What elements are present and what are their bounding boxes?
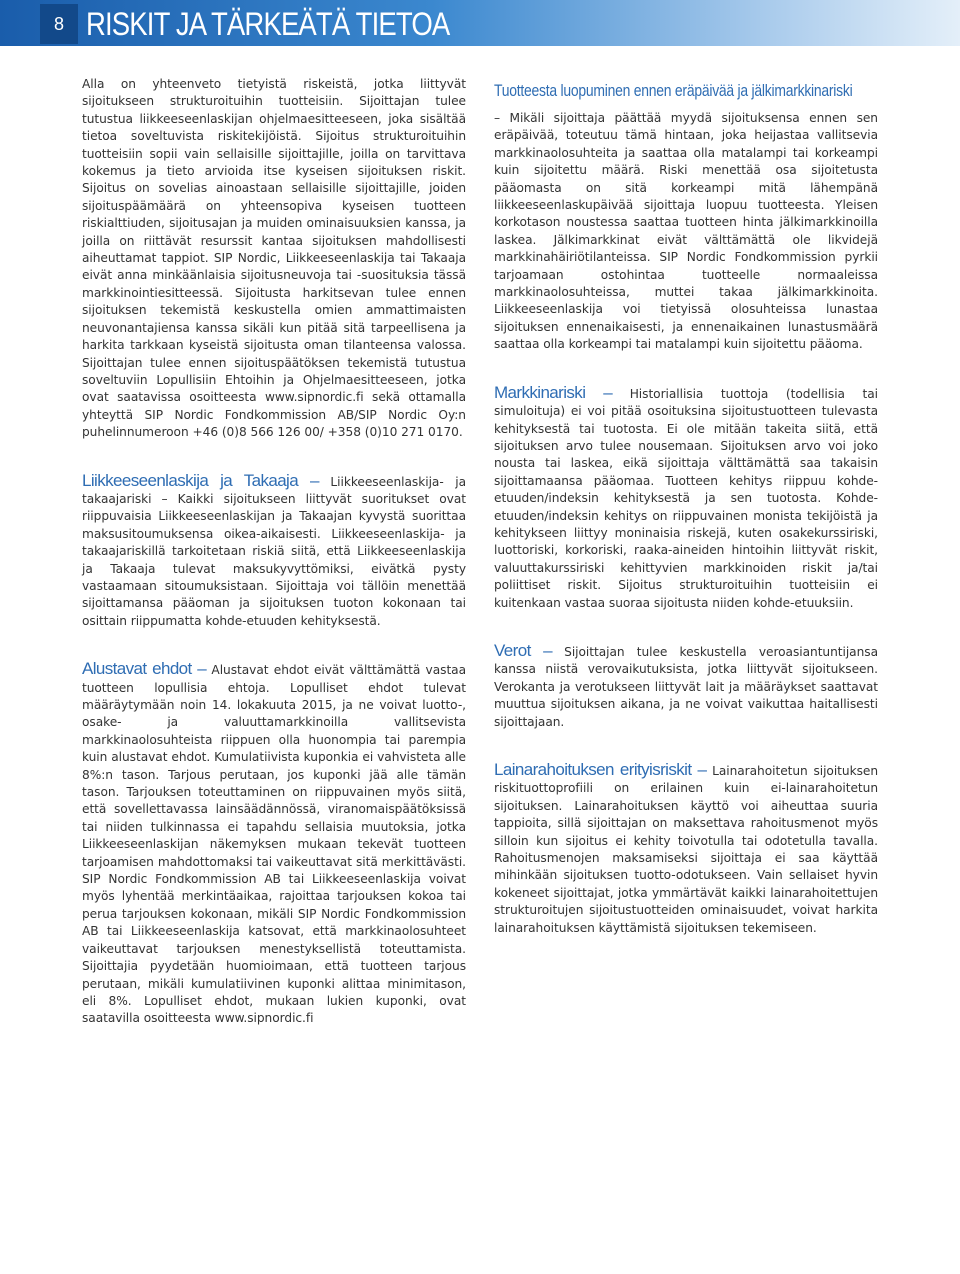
terms-heading: Alustavat ehdot –	[82, 659, 207, 679]
tax-section	[494, 642, 878, 731]
loan-text: Lainarahoitetun sijoituksen riskituottoprofiili on erilainen kuin ei-lainarahoitetun sijoituksen. Lainarahoituksen käyttö voi aiheuttaa suuria tappioita, sillä sijoittajan on maksettava rahoitusmenot myös silloin kun sijoitus ei kehity toivotulla tai odotetulla tavalla. Rahoitusmenojen maksamiseksi sijoittaja ei saa käyttää mihinkään sijoituksen tuotto-odotukseen. Vain sellaiset hyvin kokeneet sijoittajat, jotka ymmärtävät kaikki lainarahoitettujen strukturoitujen sijoitustuotteiden ominaisuudet, voivat harkita lainarahoituksen käyttämistä sijoituksen tekemiseen.	[494, 764, 878, 935]
terms-section	[82, 660, 466, 1028]
loan-heading: Lainarahoituksen erityisriskit –	[494, 760, 707, 779]
market-heading: Markkinariski –	[494, 382, 613, 402]
loan-section	[494, 761, 878, 937]
issuer-text: Liikkeeseenlaskija- ja takaajariski – Kaikki sijoitukseen liittyvät suoritukset ovat riippuvaisia Liikkeeseenlaskijan ja Takaajan kyvystä suorittaa maksusitoumuksensa oikea-aikaisesti. Liikkeeseenlaskija- ja takaajariskillä tarkoitetaan riskiä siitä, että Liikkeeseenlaskija ja Takaaja tulevat maksukyvyttömiksi, eivätkä pysty vastaamaan sitoumuksistaan. Sijoittaja voi tällöin menettää sijoittamansa pääoman ja sijoituksen tuoton kokonaan tai osittain riippumatta kohde-etuuden kehityksestä.	[82, 474, 466, 628]
sale-heading: Tuotteesta luopuminen ennen eräpäivää ja jälkimarkkinariski	[494, 81, 853, 100]
left-column	[82, 76, 466, 1028]
page-number: 8	[40, 4, 78, 44]
market-text: Historiallisia tuottoja (todellisia tai simuloituja) ei voi pitää osoituksina sijoitustuotteen tulevasta kehityksestä tai tuotosta. Ei ole mitään takeita siitä, että sijoituksen arvo tulee nousemaan. Sijoituksen arvo voi joko nousta tai laskea, eikä sijoittaja välttämättä saa takaisin sijoittamaansa pääomaa. Tuotteen kehitys riippuu kohde-etuuden/indeksin kehityksestä ja sen tuotosta. Kohde-etuuden/indeksin kehitys on riippuvainen monista tekijöistä ja kehitykseen liittyy moninaisia riskejä, kuten osakekurssiriski, luottoriski, korkoriski, raaka-aineiden hintoihin liittyvät riskit, valuuttakurssiriski kehittyvien markkinoiden riskit ja/tai poliittiset riskit. Sijoitus strukturoituihin tuotteisiin ei kuitenkaan vastaa suoraa sijoitusta niiden kohde-etuuksiin.	[494, 386, 879, 610]
tax-heading: Verot –	[494, 640, 552, 660]
sale-text: – Mikäli sijoittaja päättää myydä sijoituksensa ennen sen eräpäivää, toteutuu tämä hintaan, joka heijastaa vallitsevia markkinaolosuhteita ja saattaa olla matalampi tai korkeampi kuin sijoitettu määrä. Riski menettää osa sijoitetusta pääomasta on sitä korkeampi mitä lähempänä liikkeeseenlaskupäivää sijoittaja luopuu tuotteesta. Yleisen korkotason noustessa saattaa tuotteen hinta jälkimarkkinoilla laskea. Jälkimarkkinat eivät välttämättä ole likvidejä markkinahäiriötilanteissa. SIP Nordic Fondkommission pyrkii tarjoamaan ostohintaa tuotteelle normaaleissa markkinaolosuhteissa, muttei takaa jälkimarkkinoita. Liikkeeseenlaskija voi tietyissä olosuhteissa lunastaa sijoituksen ennenaikaisesti, ja ennenaikainen lunastusmäärä saattaa olla korkeampi tai matalampi kuin sijoitettu pääoma.	[494, 111, 878, 352]
page-title: RISKIT JA TÄRKEÄTÄ TIETOA	[86, 6, 450, 42]
intro-paragraph: Alla on yhteenveto tietyistä riskeistä, jotka liittyvät sijoitukseen strukturoituihin tuotteisiin. Sijoittajan tulee tutustua liikkeeseenlaskijan ohjelmaesitteeseen, joka sisältää tietoa soveltuvista riskitekijöistä. Sijoitus strukturoituihin tuotteisiin sopii vain sellaisille sijoittajille, joilla on tarvittava kokemus ja tieto arvioida itse kyseisen sijoituksen riskit. Sijoitus on sovelias ainoastaan sellaisille sijoittajille, joiden sijoituspäämäärä on yhteensopiva kyseisen tuotteen riskialttiuden, sijoitusajan ja muiden ominaisuuksien kanssa, ja joilla on riittävät resurssit kantaa sijoituksen mahdollisesti aiheuttamat tappiot. SIP Nordic, Liikkeeseenlaskija tai Takaaja eivät anna minkäänlaisia sijoitusneuvoja tai -suosituksia tässä markkinointiesitteessä. Sijoitusta harkitsevan tulee ennen sijoituksen tekemistä keskustella omien ammattimaisten neuvonantajiensa kanssa sikäli kun pitää sitä tarpeellisena ja harkita tarkkaan kyseistä sijoitusta oman tilanteensa valossa. Sijoittajan tulee ennen sijoituspäätöksen tekemistä tutustua soveltuviin Lopullisiin Ehtoihin ja Ohjelmaesitteeseen, jotka ovat saatavissa osoitteesta www.sipnordic.fi sekä ottamalla yhteyttä SIP Nordic Fondkommission AB/SIP Nordic Oy:n puhelinnumeroon +46 (0)8 566 126 00/ +358 (0)10 271 0170.	[82, 77, 466, 440]
terms-text: Alustavat ehdot eivät välttämättä vastaa tuotteen lopullisia ehtoja. Lopulliset ehdot tulevat määräytymään noin 14. lokakuuta 2015, ja ne voivat luotto-, osake- ja valuuttamarkkinoilla vallitsevista markkinaolosuhteista riippuen olla huonompia tai parempia kuin alustavat ehdot. Kumulatiivista kuponkia ei vahvisteta alle 8%:n tason. Tarjous perutaan, jos kuponki jää alle tämän tason. Tarjouksen toteuttaminen on riippuvainen myös siitä, että sovellettavassa lainsäädännössä, viranomaispäätöksissä tai niiden tulkinnassa ei tapahdu sellaisia muutoksia, jotka Liikkeeseenlaskijan näkemyksen mukaan tekevät tuotteen tarjoamisen mahdottomaksi tai vaikeuttavat sitä merkittävästi. SIP Nordic Fondkommission AB tai Liikkeeseenlaskija voivat myös lyhentää merkintäaikaa, rajoittaa tarjouksen kokoa tai perua tarjouksen kokonaan, mikäli SIP Nordic Fondkommission AB tai Liikkeeseenlaskija katsovat, että markkinaolosuhteet vaikeuttavat tarjouksen menestyksellistä toteuttamista. Sijoittajia pyydetään huomioimaan, että tuotteen tarjous perutaan, mikäli kumulatiivinen kuponki alittaa minimitason, eli 8%. Lopulliset ehdot, mukaan lukien kuponki, ovat saatavilla osoitteesta www.sipnordic.fi	[82, 663, 467, 1026]
market-section	[494, 384, 878, 612]
tax-text: Sijoittajan tulee keskustella veroasiantuntijansa kanssa niistä verovaikutuksista, jotka liittyvät sijoitukseen. Verokanta ja verotukseen liittyvät lait ja määräykset saattavat muuttua sijoituksen aikana, ja ne voivat vaikuttaa haitallisesti sijoittajaan.	[494, 644, 878, 729]
issuer-section	[82, 472, 466, 631]
right-column	[494, 80, 878, 937]
issuer-heading: Liikkeeseenlaskija ja Takaaja –	[82, 470, 319, 490]
